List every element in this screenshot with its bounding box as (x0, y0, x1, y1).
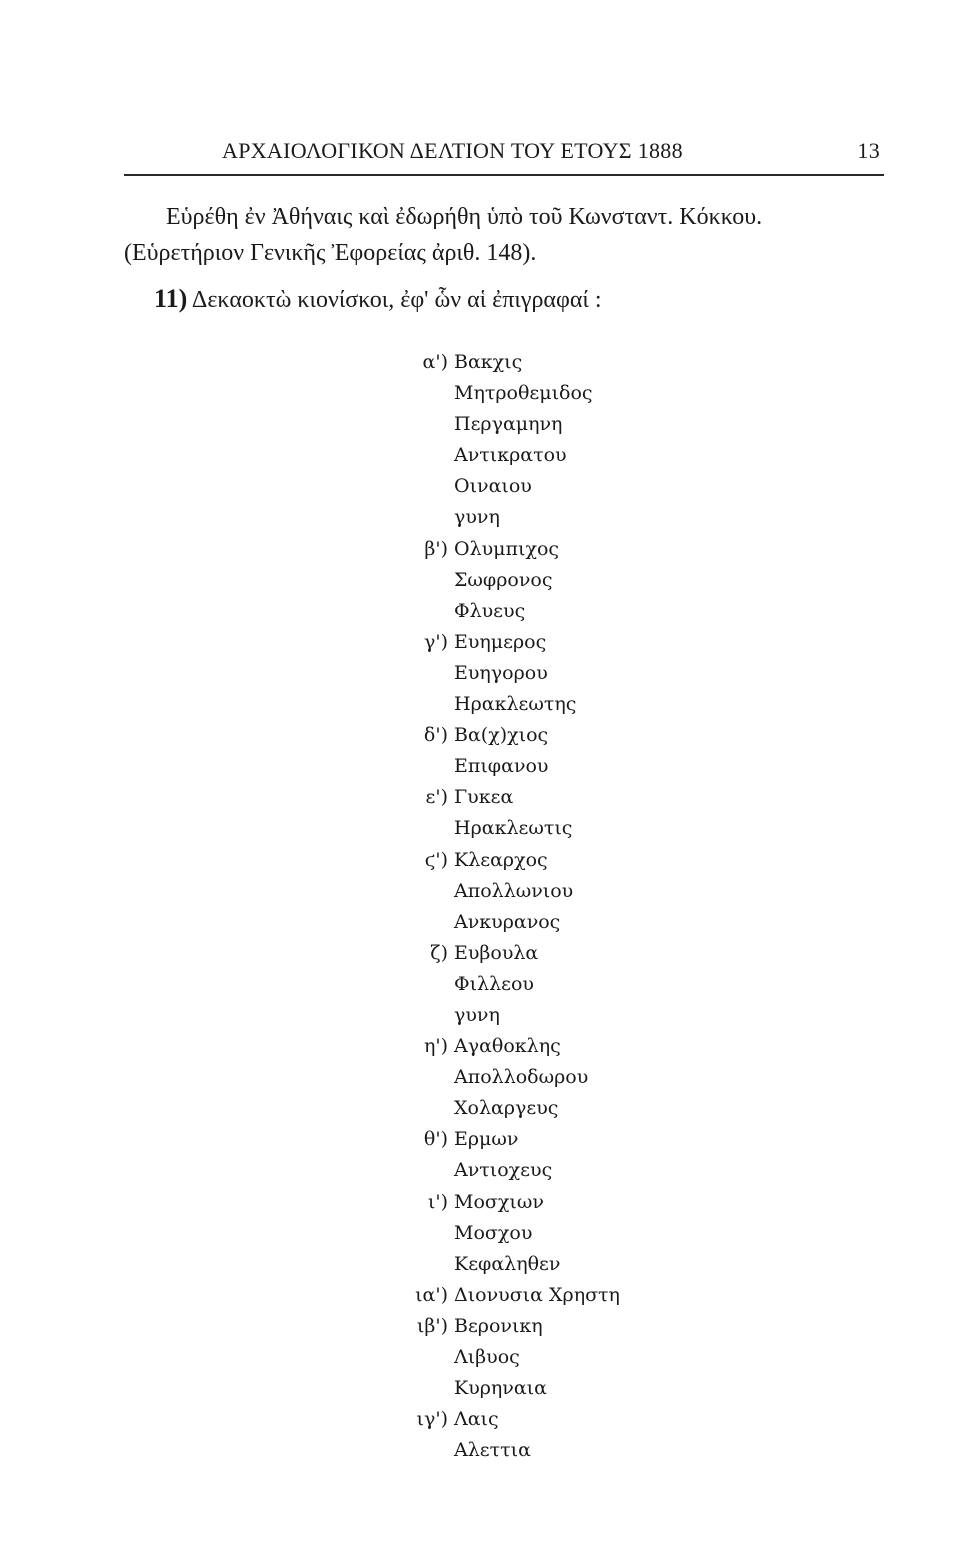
inscription-line (378, 658, 798, 689)
inscription-line (378, 347, 798, 378)
inscription-line (378, 938, 798, 969)
inscription-line (378, 1062, 798, 1093)
inscription-text: Γυκεα (454, 786, 514, 809)
inscription-line (378, 1435, 798, 1466)
inscription-text: γυνη (454, 1003, 500, 1026)
inscription-list (378, 347, 798, 1466)
inscription-line (378, 813, 798, 844)
header-rule (124, 174, 884, 176)
inscription-text: Οιναιου (454, 475, 532, 498)
inscription-text: Λαις (454, 1408, 499, 1431)
inscription-label: ιβ') (416, 1314, 448, 1337)
inscription-text: Ερμων (454, 1128, 519, 1151)
intro-line-3 (154, 284, 602, 314)
inscription-line (378, 440, 798, 471)
inscription-label: β') (424, 537, 448, 560)
inscription-line (378, 969, 798, 1000)
inscription-line (378, 1031, 798, 1062)
inscription-text: Μοσχιων (454, 1190, 544, 1213)
inscription-text: Διονυσια Χρηστη (454, 1283, 620, 1306)
inscription-text: Απολλοδωρου (454, 1066, 589, 1089)
inscription-text: Επιφανου (454, 755, 549, 778)
inscription-label: ιγ') (416, 1408, 448, 1431)
inscription-line (378, 1342, 798, 1373)
inscription-line (378, 1404, 798, 1435)
inscription-line (378, 409, 798, 440)
inscription-line (378, 1093, 798, 1124)
inscription-text: Αλεττια (454, 1439, 531, 1462)
inscription-line (378, 845, 798, 876)
inscription-line (378, 378, 798, 409)
inscription-line (378, 1124, 798, 1155)
inscription-text: Αγαθοκλης (454, 1035, 561, 1058)
inscription-text: Κεφαληθεν (454, 1252, 561, 1275)
inscription-text: Βερονικη (454, 1314, 543, 1337)
inscription-text: Κλεαρχος (454, 848, 548, 871)
inscription-line (378, 596, 798, 627)
inscription-text: Απολλωνιου (454, 879, 574, 902)
inscription-line (378, 627, 798, 658)
inscription-label: η') (423, 1035, 448, 1058)
inscription-text: γυνη (454, 506, 500, 529)
inscription-text: Αντικρατου (454, 444, 567, 467)
inscription-label: θ') (423, 1128, 448, 1151)
inscription-text: Βακχις (454, 351, 523, 373)
inscription-text: Κυρηναια (454, 1377, 547, 1400)
inscription-line (378, 1311, 798, 1342)
inscription-label: ι') (427, 1190, 448, 1213)
inscription-text: Ευηγορου (454, 661, 548, 684)
inscription-text: Μοσχου (454, 1221, 533, 1244)
inscription-label: ζ) (430, 941, 448, 964)
inscription-line (378, 782, 798, 813)
inscription-text: Ολυμπιχος (454, 537, 560, 560)
inscription-label: ϛ') (424, 848, 448, 871)
inscription-line (378, 720, 798, 751)
inscription-line (378, 1187, 798, 1218)
inscription-label: α') (422, 351, 448, 373)
inscription-line (378, 502, 798, 533)
inscription-line (378, 907, 798, 938)
inscription-line (378, 1249, 798, 1280)
inscription-line (378, 876, 798, 907)
intro-line-1: Εὑρέθη ἐν Ἀθήναις καὶ ἐδωρήθη ὑπὸ τοῦ Κωνσταντ. Κόκκου. (166, 204, 763, 230)
item-description: Δεκαοκτὼ κιονίσκοι, ἐφ' ὧν αἱ ἐπιγραφαί : (191, 287, 602, 313)
inscription-text: Φιλλεου (454, 972, 534, 995)
inscription-text: Ευβουλα (454, 941, 539, 964)
inscription-line (378, 565, 798, 596)
inscription-label: ια') (415, 1283, 448, 1306)
inscription-text: Χολαργευς (454, 1097, 559, 1120)
inscription-line (378, 689, 798, 720)
inscription-line (378, 1218, 798, 1249)
inscription-text: Ηρακλεωτης (454, 693, 577, 716)
item-number: 11) (154, 284, 188, 313)
inscription-label: γ') (424, 630, 448, 653)
journal-title: ΑΡΧΑΙΟΛΟΓΙΚΟΝ ΔΕΛΤΙΟΝ ΤΟΥ ΕΤΟΥΣ 1888 (222, 138, 683, 163)
inscription-text: Περγαμηνη (454, 413, 563, 436)
inscription-text: Βα(χ)χιος (454, 724, 549, 747)
inscription-text: Λιβυος (454, 1346, 520, 1368)
inscription-text: Μητροθεμιδος (454, 382, 593, 405)
page-number: 13 (857, 138, 880, 163)
inscription-line (378, 751, 798, 782)
inscription-text: Φλυευς (454, 599, 526, 622)
inscription-line (378, 1373, 798, 1404)
inscription-text: Σωφρονος (454, 568, 553, 591)
inscription-line (378, 1280, 798, 1311)
inscription-line (378, 471, 798, 502)
inscription-line (378, 534, 798, 565)
inscription-label: ε') (425, 786, 448, 809)
inscription-line (378, 1000, 798, 1031)
inscription-text: Ευημερος (454, 630, 547, 653)
inscription-label: δ') (423, 724, 448, 747)
inscription-text: Ανκυρανος (454, 910, 561, 933)
inscription-text: Αντιοχευς (454, 1159, 553, 1182)
intro-line-2: (Εὑρετήριον Γενικῆς Ἐφορείας ἀριθ. 148). (124, 240, 537, 266)
inscription-line (378, 1155, 798, 1186)
inscription-text: Ηρακλεωτις (454, 817, 573, 840)
